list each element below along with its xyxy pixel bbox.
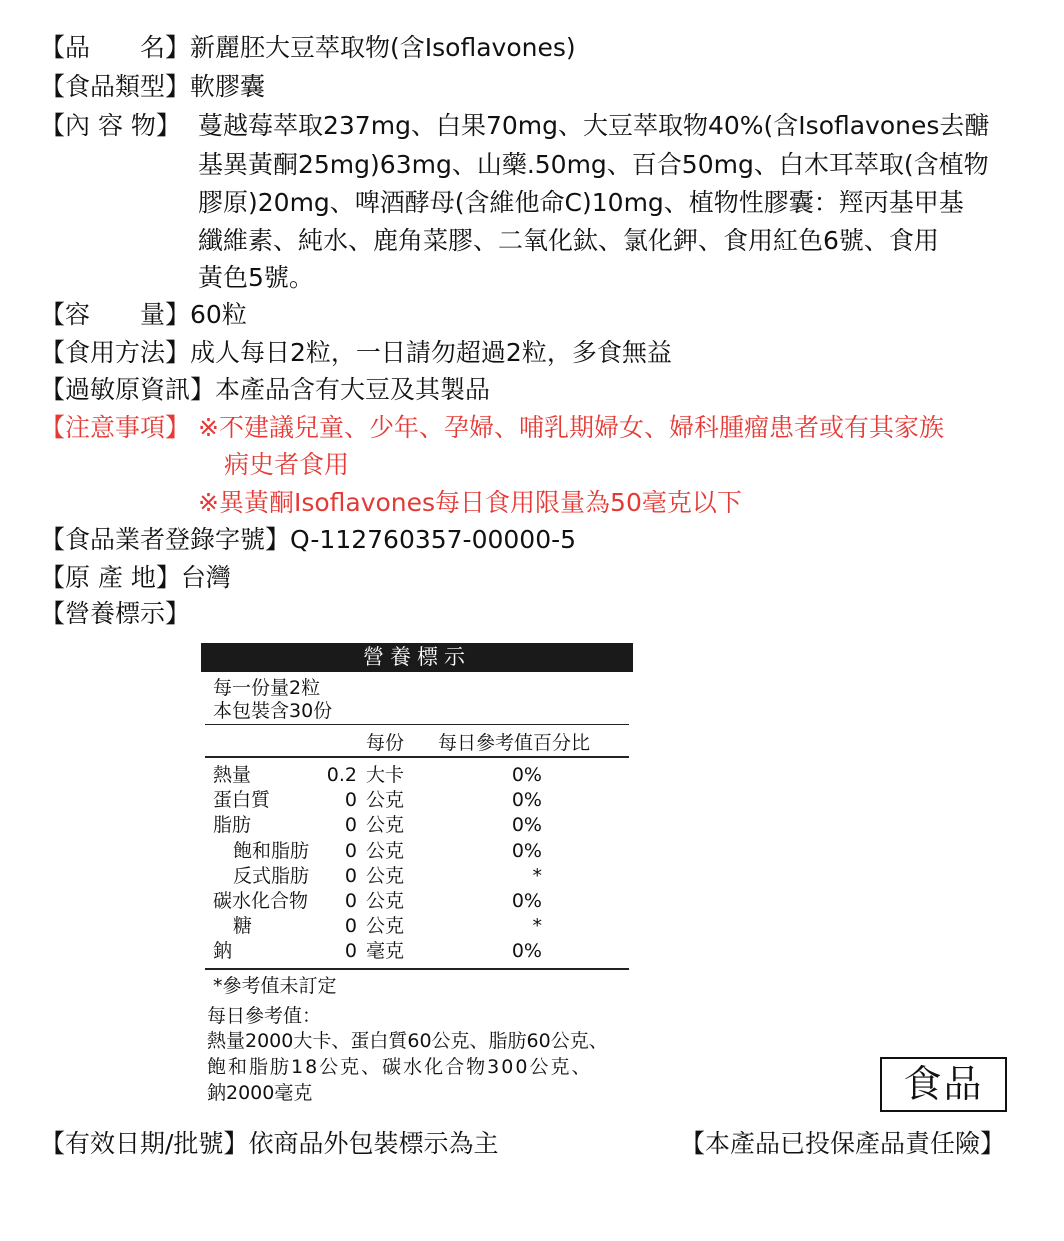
- registration-label: 【食品業者登錄字號】: [40, 525, 291, 554]
- volume-value: 60粒: [190, 300, 247, 329]
- nutrient-name: 碳水化合物: [213, 890, 309, 912]
- nutrient-unit: 公克: [366, 789, 405, 811]
- nutrient-amount: 0: [344, 940, 357, 962]
- registration-row: [40, 524, 576, 556]
- usage-row: [40, 337, 672, 369]
- reference-line: 熱量2000大卡、蛋白質60公克、脂肪60公克、: [207, 1030, 608, 1052]
- nutrient-unit: 毫克: [366, 940, 405, 962]
- caution-line: 病史者食用: [224, 450, 350, 479]
- caution-label: 【注意事項】: [40, 413, 191, 442]
- allergen-row: [40, 374, 490, 406]
- reference-line: 鈉2000毫克: [207, 1082, 313, 1104]
- nutrient-amount: 0: [344, 814, 357, 836]
- reference-title: 每日參考值：: [207, 1005, 322, 1027]
- usage-value: 成人每日2粒，一日請勿超過2粒，多食無益: [190, 338, 672, 367]
- nutrient-name: 鈉: [213, 940, 233, 962]
- nutrient-name: 蛋白質: [213, 789, 271, 811]
- nutrient-name: 反式脂肪: [233, 865, 310, 887]
- product-name-label: 【品 名】: [40, 33, 191, 62]
- nutrient-amount: 0: [344, 865, 357, 887]
- divider: [205, 968, 629, 970]
- servings-per-pack: 本包裝含30份: [213, 700, 333, 722]
- food-type-value: 軟膠囊: [190, 72, 266, 101]
- nutrient-unit: 公克: [366, 865, 405, 887]
- reference-line: 飽和脂肪18公克、碳水化合物300公克、: [207, 1056, 593, 1078]
- food-stamp: 食品: [880, 1057, 1007, 1112]
- ingredients-row: [40, 110, 181, 142]
- col-daily-pct: 每日參考值百分比: [438, 732, 591, 754]
- nutrient-unit: 公克: [366, 840, 405, 862]
- registration-value: Q-112760357-00000-5: [290, 525, 577, 554]
- ingredients-line: 蔓越莓萃取237mg、白果70mg、大豆萃取物40%(含Isoflavones去醣: [198, 111, 990, 140]
- nutrient-name: 糖: [233, 915, 253, 937]
- nutrient-amount: 0: [344, 840, 357, 862]
- serving-size: 每一份量2粒: [213, 677, 321, 699]
- allergen-value: 本產品含有大豆及其製品: [215, 375, 491, 404]
- nutrient-pct: 0%: [511, 764, 542, 786]
- nutrient-amount: 0.2: [326, 764, 357, 786]
- volume-label: 【容 量】: [40, 300, 191, 329]
- nutrition-heading-label: 【營養標示】: [40, 599, 191, 628]
- food-type-row: [40, 71, 265, 103]
- ingredients-line: 纖維素、純水、鹿角菜膠、二氧化鈦、氯化鉀、食用紅色6號、食用: [198, 226, 939, 255]
- nutrient-amount: 0: [344, 915, 357, 937]
- nutrient-unit: 公克: [366, 890, 405, 912]
- ingredients-line: 黃色5號。: [198, 263, 314, 292]
- nutrient-name: 脂肪: [213, 814, 252, 836]
- nutrient-unit: 公克: [366, 814, 405, 836]
- origin-value: 台灣: [180, 563, 231, 592]
- col-per-serving: 每份: [366, 732, 405, 754]
- nutrient-pct: 0%: [511, 940, 542, 962]
- insurance-note: 【本產品已投保產品責任險】: [680, 1129, 1006, 1158]
- origin-row: [40, 562, 231, 594]
- nutrition-heading: [40, 598, 190, 630]
- nutrient-pct: 0%: [511, 890, 542, 912]
- volume-row: [40, 299, 247, 331]
- nutrient-pct: 0%: [511, 814, 542, 836]
- nutrient-name: 熱量: [213, 764, 252, 786]
- nutrient-unit: 大卡: [366, 764, 405, 786]
- divider: [205, 756, 629, 758]
- expiry-value: 依商品外包裝標示為主: [248, 1129, 499, 1158]
- ingredients-label: 【內 容 物】: [40, 111, 181, 140]
- nutrient-name: 飽和脂肪: [233, 840, 310, 862]
- ingredients-line: 基異黃酮25mg)63mg、山藥.50mg、百合50mg、白木耳萃取(含植物: [198, 150, 989, 179]
- expiry-label: 【有效日期/批號】: [40, 1129, 249, 1158]
- expiry-row: [40, 1128, 498, 1160]
- nutrient-amount: 0: [344, 890, 357, 912]
- usage-label: 【食用方法】: [40, 338, 191, 367]
- caution-line: ※異黃酮Isoflavones每日食用限量為50毫克以下: [198, 488, 742, 517]
- caution-line: ※不建議兒童、少年、孕婦、哺乳期婦女、婦科腫瘤患者或有其家族: [198, 413, 944, 442]
- nutrient-amount: 0: [344, 789, 357, 811]
- nutrient-pct: *: [532, 865, 542, 887]
- origin-label: 【原 產 地】: [40, 563, 181, 592]
- product-name-value: 新麗胚大豆萃取物(含Isoflavones): [190, 33, 576, 62]
- nutrition-title-bar: 營養標示: [201, 643, 633, 672]
- nutrient-unit: 公克: [366, 915, 405, 937]
- product-name-row: [40, 32, 576, 64]
- allergen-label: 【過敏原資訊】: [40, 375, 216, 404]
- ingredients-line: 膠原)20mg、啤酒酵母(含維他命C)10mg、植物性膠囊：羥丙基甲基: [198, 188, 964, 217]
- nutrient-pct: 0%: [511, 789, 542, 811]
- food-type-label: 【食品類型】: [40, 72, 191, 101]
- nutrition-footnote: *參考值未訂定: [213, 975, 337, 997]
- nutrient-pct: *: [532, 915, 542, 937]
- nutrient-pct: 0%: [511, 840, 542, 862]
- divider: [205, 724, 629, 725]
- caution-row: [40, 412, 190, 444]
